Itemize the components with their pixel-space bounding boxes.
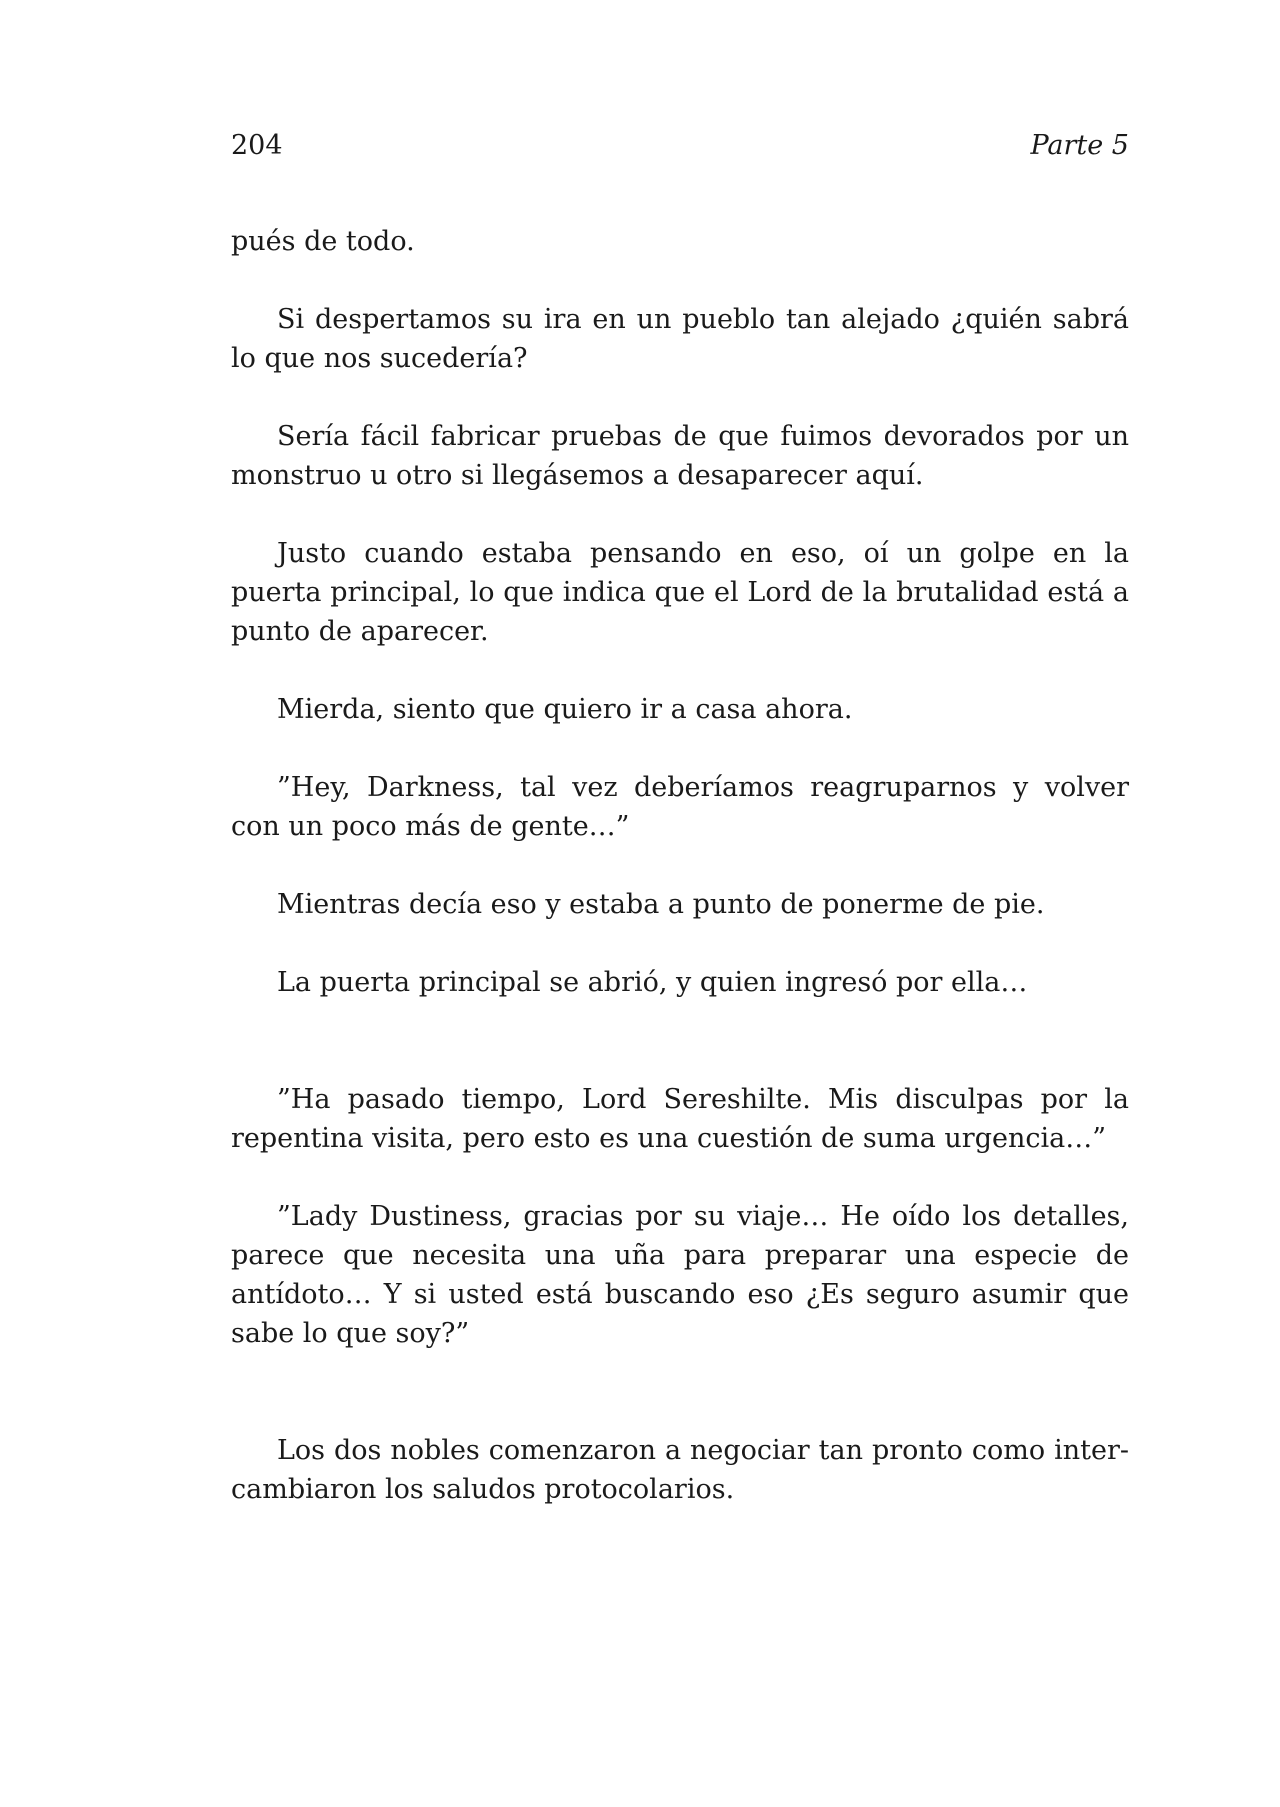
page-number: 204 [231, 130, 283, 161]
paragraph: Si despertamos su ira en un pueblo tan alejado ¿quién sabrá lo que nos sucedería? [231, 304, 1129, 374]
paragraph: ”Hey, Darkness, tal vez deberíamos reagruparnos y volver con un poco más de gente…” [231, 772, 1129, 842]
paragraph: Sería fácil fabricar pruebas de que fuimos devorados por un monstruo u otro si llegásemos a desaparecer aquí. [231, 421, 1129, 491]
book-page [231, 0, 1129, 1807]
paragraph: La puerta principal se abrió, y quien ingresó por ella… [277, 967, 1028, 998]
paragraph: pués de todo. [231, 226, 415, 257]
running-head: Parte 5 [1030, 130, 1129, 161]
paragraph: ”Lady Dustiness, gracias por su viaje… He oído los detalles, parece que necesita una uña para preparar una especie de antídoto… Y si usted está buscando eso ¿Es seguro asumir que sabe lo que soy?” [231, 1201, 1129, 1349]
body-text [231, 222, 1129, 1548]
paragraph: Mientras decía eso y estaba a punto de ponerme de pie. [277, 889, 1045, 920]
paragraph: Justo cuando estaba pensando en eso, oí un golpe en la puerta principal, lo que indica que el Lord de la brutalidad está a punto de aparecer. [231, 538, 1129, 647]
paragraph: ”Ha pasado tiempo, Lord Sereshilte. Mis disculpas por la repentina visita, pero esto es una cuestión de suma urgencia…” [231, 1084, 1129, 1154]
paragraph: Mierda, siento que quiero ir a casa ahora. [277, 694, 853, 725]
page-header [231, 130, 1129, 170]
paragraph: Los dos nobles comenzaron a negociar tan pronto como intercambiaron los saludos protocolarios. [231, 1435, 1129, 1505]
